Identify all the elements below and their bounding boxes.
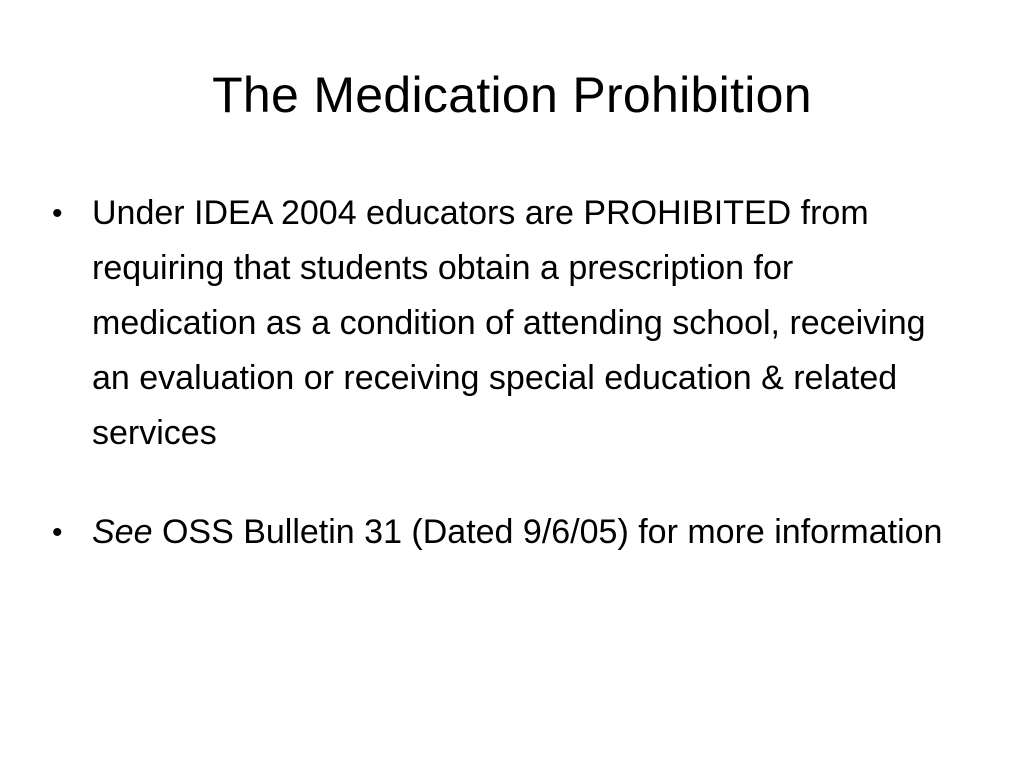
bullet-list: [52, 186, 952, 560]
bullet-dot-icon: •: [52, 197, 63, 230]
bullet-text: Under IDEA 2004 educators are PROHIBITED from requiring that students obtain a prescription for medication as a condition of attending school, receiving an evaluation or receiving special education & related services: [92, 194, 926, 452]
bullet-text: OSS Bulletin 31 (Dated 9/6/05) for more information: [152, 513, 943, 551]
bullet-emphasis: See: [92, 513, 153, 551]
slide-title: The Medication Prohibition: [212, 67, 812, 123]
bullet-item-idea-prohibition: [52, 186, 952, 461]
bullet-dot-icon: •: [52, 516, 63, 549]
bullet-item-oss-bulletin: [52, 505, 952, 560]
